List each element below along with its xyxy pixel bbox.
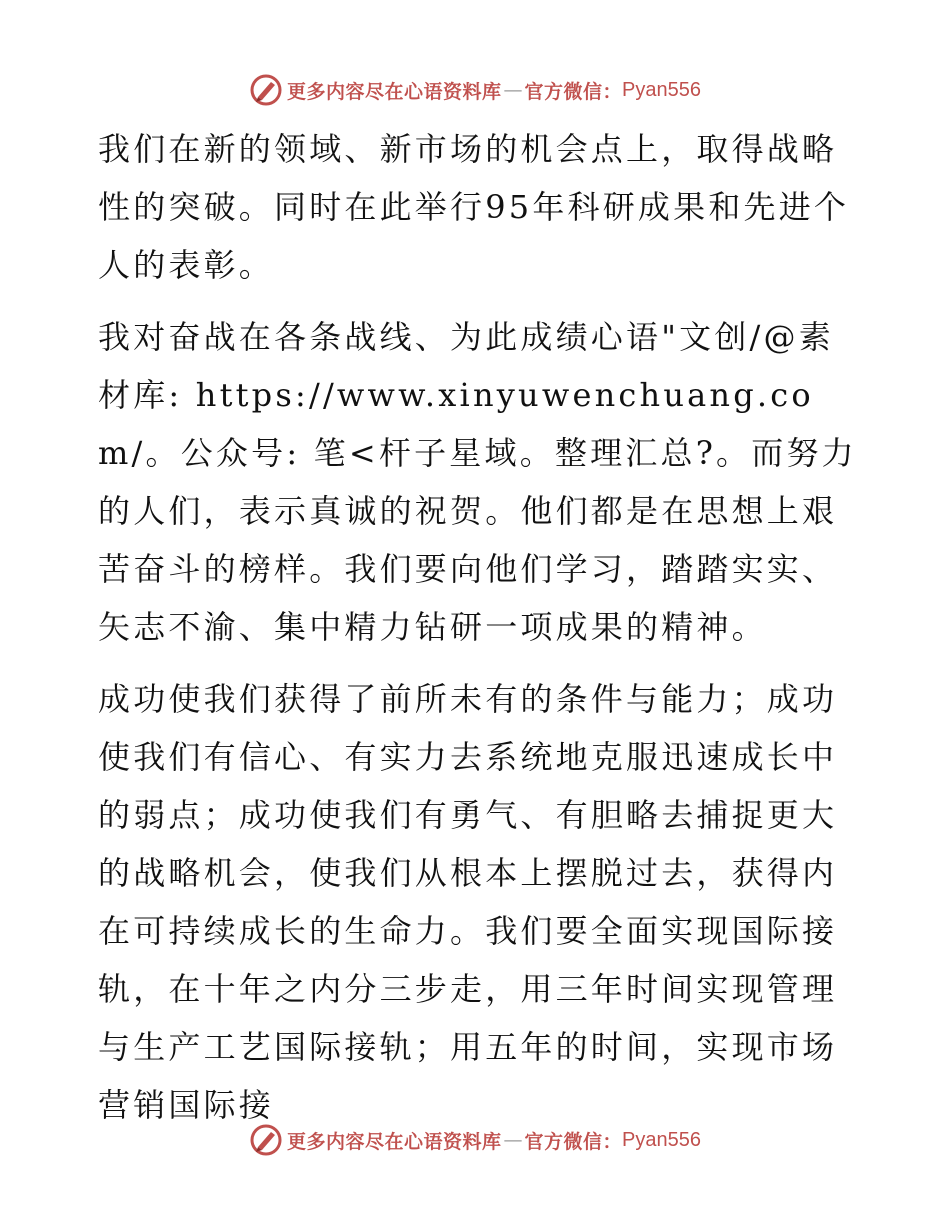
footer-separator: —	[503, 1129, 523, 1151]
header-banner	[0, 70, 950, 110]
paragraph-2: 我对奋战在各条战线、为此成绩心语"文创/@素材库: https://www.xinyuwenchuang.com/。公众号: 笔<杆子星域。整理汇总?。而努力的人们，表示真诚的祝贺。他们都是在思想上艰苦奋斗的榜样。我们要向他们学习，踏踏实实、矢志不渝、集中精力钻研一项成果的精神。	[98, 318, 857, 646]
footer-wechat-id: Pyan556	[622, 1128, 701, 1151]
quill-pen-logo-icon	[249, 1123, 283, 1157]
paragraph-1: 我们在新的领域、新市场的机会点上，取得战略性的突破。同时在此举行95年科研成果和先进个人的表彰。	[98, 130, 850, 284]
footer-slogan: 更多内容尽在心语资料库	[287, 1130, 502, 1153]
header-wechat-id: Pyan556	[622, 78, 701, 101]
header-separator: —	[503, 79, 523, 101]
footer-wechat-label: 官方微信：	[524, 1130, 623, 1153]
quill-pen-logo-icon	[249, 73, 283, 107]
header-slogan: 更多内容尽在心语资料库	[287, 80, 502, 103]
footer-banner	[0, 1120, 950, 1160]
header-wechat-label: 官方微信：	[524, 80, 623, 103]
document-body	[98, 120, 858, 1148]
paragraph-3: 成功使我们获得了前所未有的条件与能力；成功使我们有信心、有实力去系统地克服迅速成长中的弱点；成功使我们有勇气、有胆略去捕捉更大的战略机会，使我们从根本上摆脱过去，获得内在可持续成长的生命力。我们要全面实现国际接轨，在十年之内分三步走，用三年时间实现管理与生产工艺国际接轨；用五年的时间，实现市场营销国际接	[98, 680, 838, 1124]
